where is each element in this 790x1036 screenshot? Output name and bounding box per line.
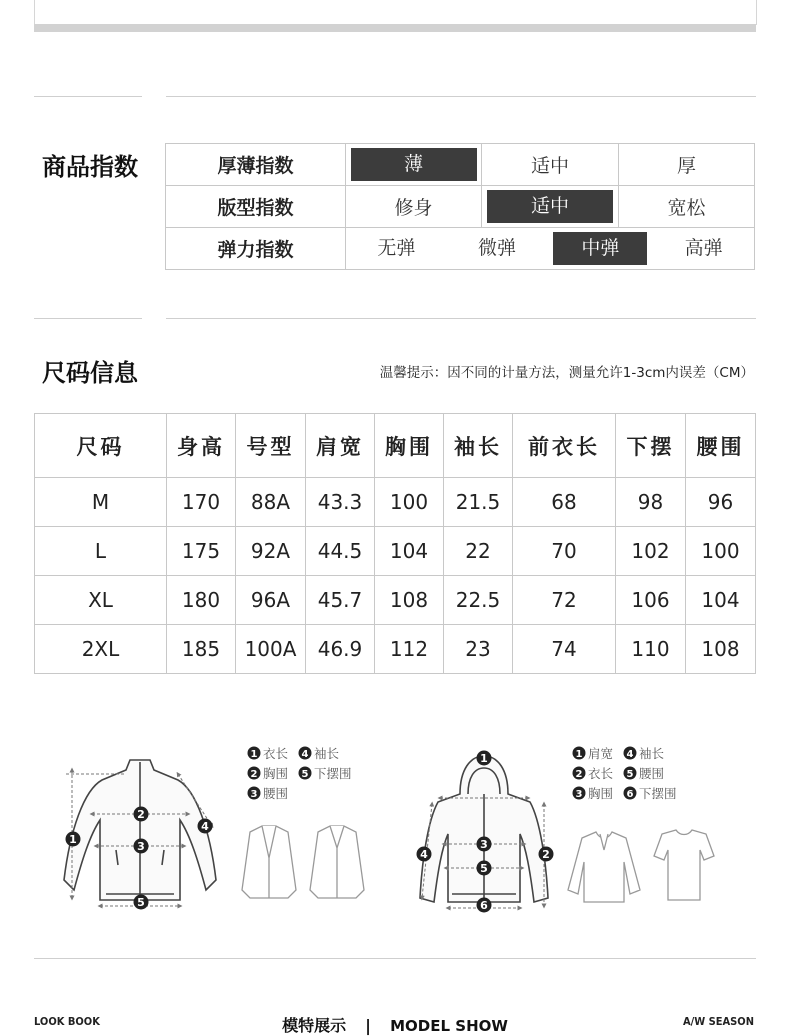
legend-text: 下摆围 xyxy=(314,766,352,781)
footer-separator: | xyxy=(365,1016,372,1035)
size-table-row xyxy=(35,576,756,625)
size-header-cell: 号型 xyxy=(236,414,306,478)
marker-label: 3 xyxy=(137,840,145,853)
index-option xyxy=(346,144,482,186)
index-option: 厚 xyxy=(619,144,755,186)
svg-text:5: 5 xyxy=(626,769,634,780)
index-row-label: 厚薄指数 xyxy=(166,144,346,186)
hoodie-diagram xyxy=(417,751,554,913)
index-option xyxy=(482,186,619,228)
size-cell: 170 xyxy=(167,478,236,527)
size-cell: 88A xyxy=(236,478,306,527)
size-header-cell: 胸围 xyxy=(375,414,444,478)
size-table xyxy=(34,413,756,674)
legend-text: 下摆围 xyxy=(639,786,677,801)
marker-label: 2 xyxy=(137,808,145,821)
size-cell: 70 xyxy=(513,527,616,576)
top-card xyxy=(34,0,757,25)
jacket-legend xyxy=(248,746,352,801)
size-table-header xyxy=(35,414,756,478)
size-cell: 96A xyxy=(236,576,306,625)
size-cell: 43.3 xyxy=(306,478,375,527)
size-cell: 46.9 xyxy=(306,625,375,674)
size-header-cell: 肩宽 xyxy=(306,414,375,478)
size-tip: 温馨提示：因不同的计量方法，测量允许1-3cm内误差（CM） xyxy=(379,365,754,381)
svg-text:2: 2 xyxy=(250,769,258,780)
svg-text:2: 2 xyxy=(575,769,583,780)
index-option: 宽松 xyxy=(619,186,755,228)
index-option-selected: 薄 xyxy=(351,148,477,181)
index-row-fit xyxy=(166,186,755,228)
marker-label: 1 xyxy=(480,752,488,765)
size-cell: 185 xyxy=(167,625,236,674)
index-option-selected: 中弹 xyxy=(553,232,647,265)
hoodie-legend xyxy=(573,746,677,801)
size-cell: 104 xyxy=(686,576,756,625)
size-cell: XL xyxy=(35,576,167,625)
svg-text:6: 6 xyxy=(626,789,634,800)
size-cell: 108 xyxy=(686,625,756,674)
size-header-cell: 前衣长 xyxy=(513,414,616,478)
marker-label: 1 xyxy=(69,833,77,846)
size-cell: 108 xyxy=(375,576,444,625)
size-header-cell: 尺码 xyxy=(35,414,167,478)
index-option-selected: 适中 xyxy=(487,190,613,223)
size-cell: 2XL xyxy=(35,625,167,674)
index-option: 微弹 xyxy=(478,237,517,259)
index-option: 无弹 xyxy=(377,237,416,259)
size-cell: 72 xyxy=(513,576,616,625)
size-cell: 92A xyxy=(236,527,306,576)
tee-sketches xyxy=(568,830,714,902)
legend-text: 袖长 xyxy=(639,746,665,761)
size-cell: 100 xyxy=(375,478,444,527)
svg-text:3: 3 xyxy=(250,789,258,800)
marker-label: 5 xyxy=(480,862,488,875)
size-header-cell: 腰围 xyxy=(686,414,756,478)
size-cell: 100 xyxy=(686,527,756,576)
index-elastic-options xyxy=(346,228,755,270)
top-card-shadow xyxy=(34,24,756,32)
marker-label: 4 xyxy=(201,820,209,833)
legend-text: 胸围 xyxy=(263,766,289,781)
section-rule-left xyxy=(34,96,142,97)
measurement-diagrams xyxy=(0,730,790,930)
index-option: 修身 xyxy=(346,186,482,228)
section-rule-right xyxy=(166,96,756,97)
size-cell: 180 xyxy=(167,576,236,625)
legend-text: 胸围 xyxy=(588,786,614,801)
index-row-elasticity xyxy=(166,228,755,270)
size-cell: L xyxy=(35,527,167,576)
marker-label: 2 xyxy=(542,848,550,861)
svg-text:1: 1 xyxy=(575,749,583,760)
size-cell: 45.7 xyxy=(306,576,375,625)
size-cell: 44.5 xyxy=(306,527,375,576)
marker-label: 4 xyxy=(420,848,428,861)
index-option: 适中 xyxy=(482,144,619,186)
section-rule-left xyxy=(34,318,142,319)
size-cell: 175 xyxy=(167,527,236,576)
legend-text: 衣长 xyxy=(588,766,614,781)
size-cell: 68 xyxy=(513,478,616,527)
svg-text:1: 1 xyxy=(250,749,258,760)
svg-text:3: 3 xyxy=(575,789,583,800)
legend-text: 衣长 xyxy=(263,746,289,761)
size-header-cell: 下摆 xyxy=(616,414,686,478)
size-cell: M xyxy=(35,478,167,527)
size-cell: 23 xyxy=(444,625,513,674)
footer-rule xyxy=(34,958,756,959)
svg-text:4: 4 xyxy=(626,749,634,760)
marker-label: 3 xyxy=(480,838,488,851)
blazer-sketches xyxy=(242,826,364,898)
size-cell: 96 xyxy=(686,478,756,527)
legend-text: 腰围 xyxy=(263,786,289,801)
index-row-thickness xyxy=(166,144,755,186)
jacket-diagram xyxy=(64,760,216,910)
size-table-row xyxy=(35,478,756,527)
footer-left-label: LOOK BOOK xyxy=(34,1015,100,1028)
legend-text: 腰围 xyxy=(639,766,665,781)
size-title: 尺码信息 xyxy=(42,359,138,387)
size-header-cell: 身高 xyxy=(167,414,236,478)
index-row-label: 版型指数 xyxy=(166,186,346,228)
size-cell: 22.5 xyxy=(444,576,513,625)
footer-center-en: MODEL SHOW xyxy=(390,1017,508,1035)
index-table xyxy=(165,143,755,270)
svg-text:4: 4 xyxy=(301,749,309,760)
size-table-row xyxy=(35,527,756,576)
legend-text: 肩宽 xyxy=(588,746,614,761)
size-cell: 112 xyxy=(375,625,444,674)
size-table-row xyxy=(35,625,756,674)
size-cell: 98 xyxy=(616,478,686,527)
size-cell: 21.5 xyxy=(444,478,513,527)
marker-label: 5 xyxy=(137,896,145,909)
index-row-label: 弹力指数 xyxy=(166,228,346,270)
size-cell: 110 xyxy=(616,625,686,674)
size-cell: 104 xyxy=(375,527,444,576)
svg-text:5: 5 xyxy=(301,769,309,780)
index-option: 高弹 xyxy=(684,237,723,259)
size-cell: 102 xyxy=(616,527,686,576)
size-cell: 100A xyxy=(236,625,306,674)
footer-right-label: A/W SEASON xyxy=(682,1015,754,1028)
size-cell: 22 xyxy=(444,527,513,576)
legend-text: 袖长 xyxy=(314,746,340,761)
index-title: 商品指数 xyxy=(42,153,138,181)
section-rule-right xyxy=(166,318,756,319)
size-cell: 74 xyxy=(513,625,616,674)
size-cell: 106 xyxy=(616,576,686,625)
footer-center-cn: 模特展示 xyxy=(282,1016,347,1035)
size-header-cell: 袖长 xyxy=(444,414,513,478)
marker-label: 6 xyxy=(480,899,488,912)
